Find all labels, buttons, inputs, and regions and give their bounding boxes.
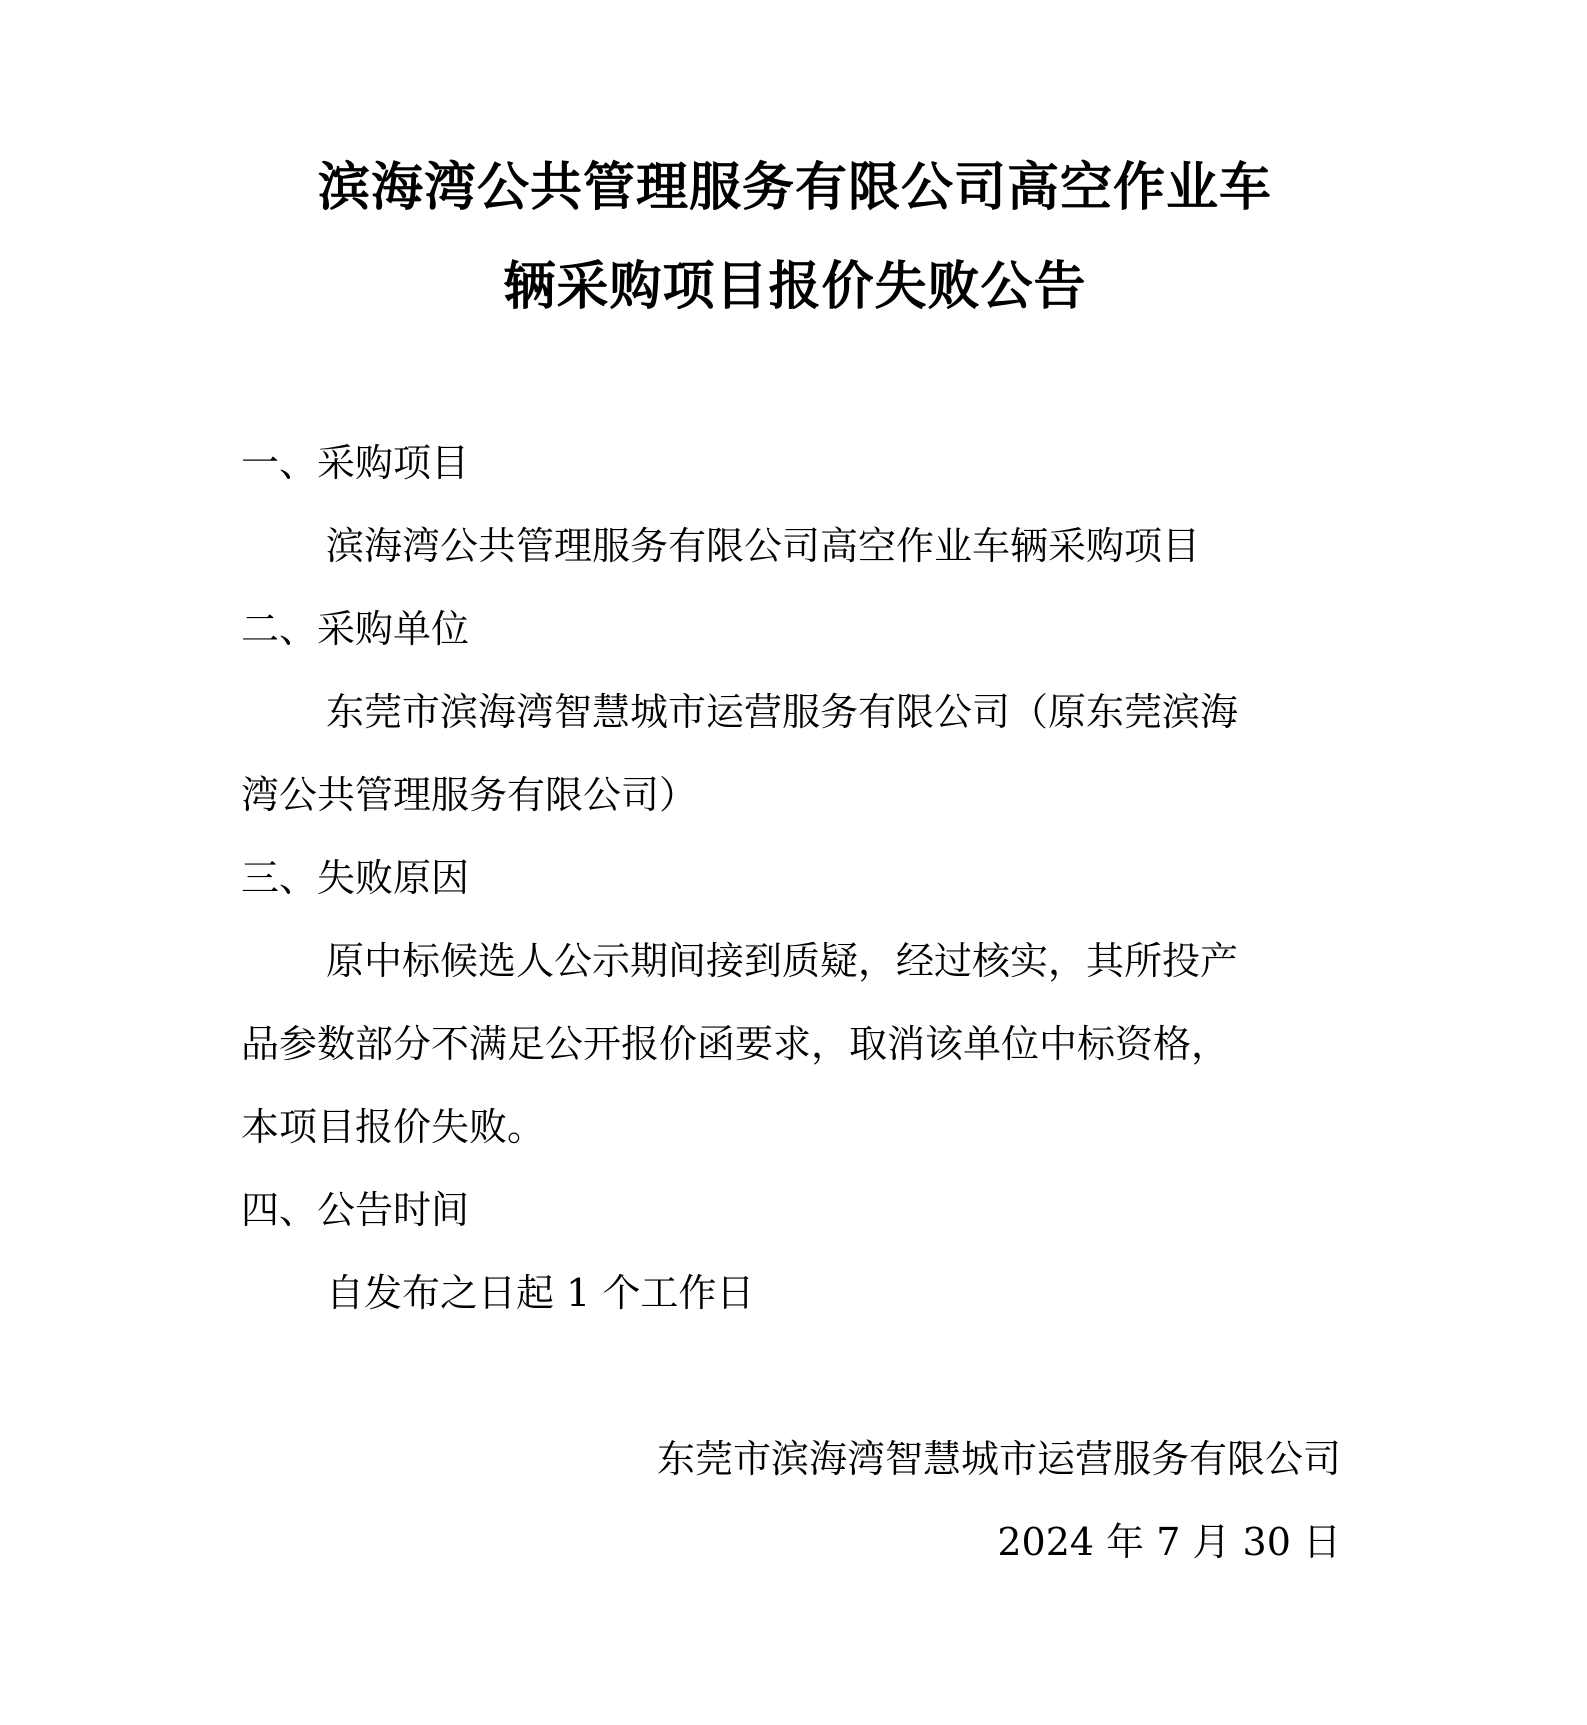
section-2-body-line-2: 湾公共管理服务有限公司）	[241, 773, 698, 817]
section-4-body-line-1: 自发布之日起 1 个工作日	[326, 1271, 755, 1315]
section-1-heading: 一、采购项目	[241, 441, 470, 485]
signature-date: 2024 年 7 月 30 日	[997, 1520, 1341, 1564]
section-3-heading: 三、失败原因	[241, 856, 470, 900]
section-4-heading: 四、公告时间	[241, 1188, 470, 1232]
section-3-body-line-2: 品参数部分不满足公开报价函要求，取消该单位中标资格，	[241, 1022, 1230, 1066]
section-3-body-line-3: 本项目报价失败。	[241, 1105, 546, 1149]
section-3-body-line-1: 原中标候选人公示期间接到质疑，经过核实，其所投产	[326, 939, 1239, 983]
section-2-body-line-1: 东莞市滨海湾智慧城市运营服务有限公司（原东莞滨海	[326, 690, 1239, 734]
section-1-body-line-1: 滨海湾公共管理服务有限公司高空作业车辆采购项目	[326, 524, 1201, 568]
document-title-line-2: 辆采购项目报价失败公告	[503, 256, 1087, 317]
signature-organization: 东莞市滨海湾智慧城市运营服务有限公司	[656, 1437, 1341, 1481]
document-title-line-1: 滨海湾公共管理服务有限公司高空作业车	[317, 157, 1272, 218]
section-2-heading: 二、采购单位	[241, 607, 470, 651]
